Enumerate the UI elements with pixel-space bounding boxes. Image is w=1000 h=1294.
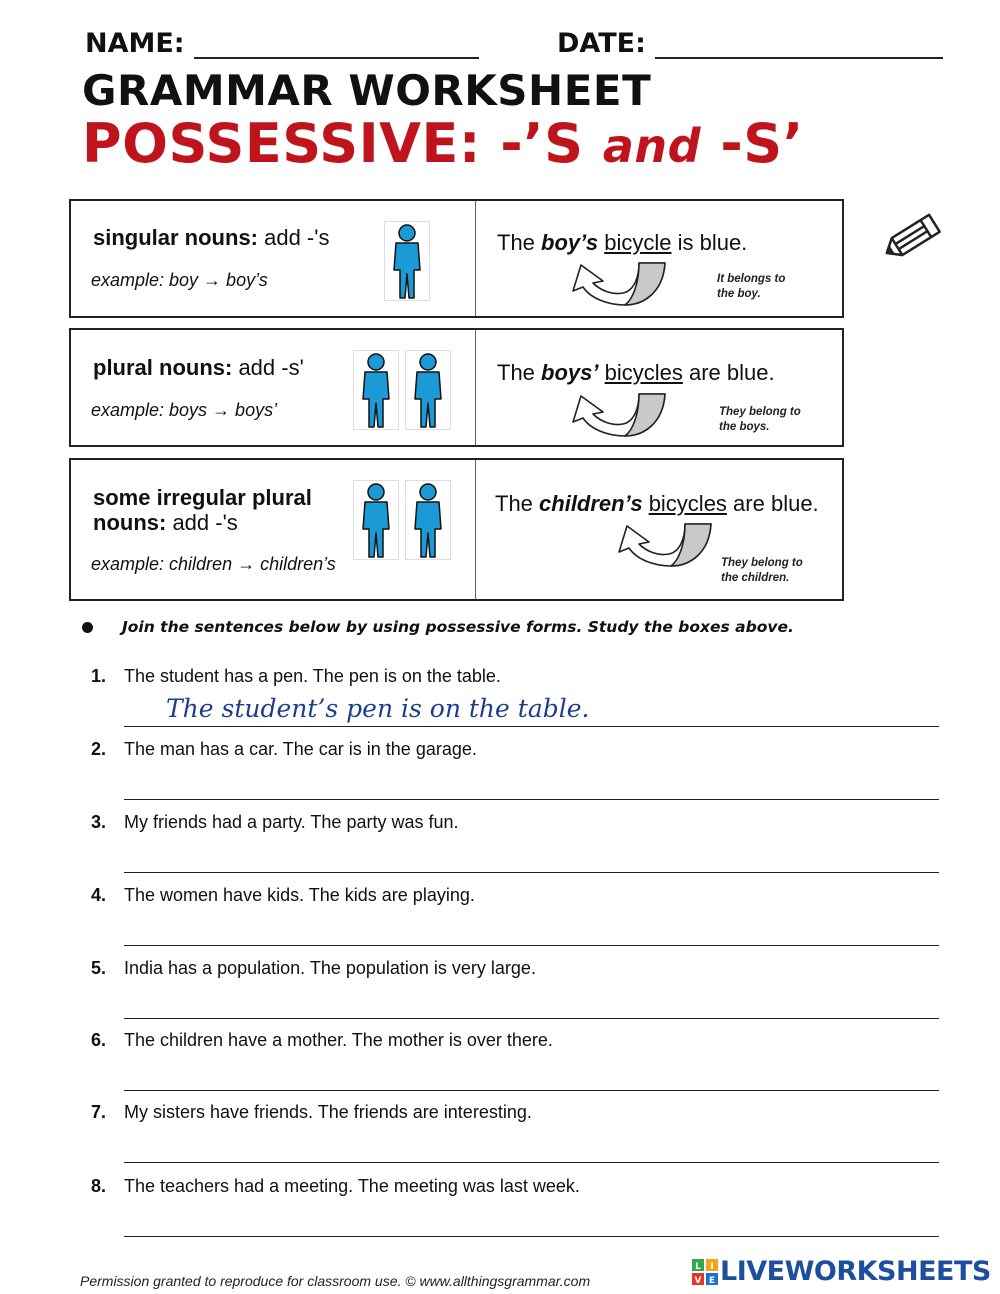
sentence-noun: bicycle: [604, 230, 672, 255]
date-blank[interactable]: [655, 31, 943, 59]
sentence-the: The: [495, 491, 540, 516]
rule-left-panel: [71, 201, 476, 316]
question-text: The teachers had a meeting. The meeting was last week.: [124, 1176, 580, 1196]
footer-permission: Permission granted to reproduce for classroom use. © www.allthingsgrammar.com: [80, 1273, 591, 1289]
belongs-note: [717, 272, 785, 302]
note-line1: It belongs to: [717, 273, 786, 285]
question-text: My friends had a party. The party was fun.: [124, 812, 459, 832]
name-blank[interactable]: [194, 31, 479, 59]
sentence-noun: bicycles: [604, 360, 683, 385]
answer-line[interactable]: [124, 1236, 939, 1237]
sentence-rest: is blue.: [671, 230, 748, 255]
note-line2: the children.: [721, 572, 790, 584]
rule-heading-rest: add -'s: [166, 510, 238, 535]
liveworksheets-logo[interactable]: [692, 1256, 991, 1287]
answer-line[interactable]: [124, 799, 939, 800]
answer-line[interactable]: [124, 1162, 939, 1163]
pencil-icon: [876, 206, 952, 266]
person-icon: [353, 350, 399, 430]
logo-letter: L: [695, 1261, 701, 1272]
note-line1: They belong to: [721, 557, 803, 569]
note-line2: the boy.: [717, 288, 761, 300]
rule-heading-rest: add -'s: [258, 225, 330, 250]
question-number: 6.: [91, 1030, 107, 1050]
rule-heading-bold: plural nouns:: [93, 355, 233, 380]
question-text: The children have a mother. The mother is over there.: [124, 1030, 553, 1050]
rule-heading-bold: some irregular plural nouns:: [93, 485, 312, 535]
person-icon: [384, 221, 430, 301]
answer-line[interactable]: [124, 945, 939, 946]
liveworksheets-brand-text: LIVEWORKSHEETS: [720, 1256, 991, 1287]
rule-heading: [93, 225, 329, 250]
curved-arrow-icon: [615, 520, 715, 570]
example-sentence: [495, 490, 825, 518]
sentence-noun: bicycles: [648, 491, 727, 516]
question-number: 3.: [91, 812, 107, 832]
sentence-the: The: [497, 230, 542, 255]
rule-example: example: children → children’s: [91, 554, 336, 574]
instruction-text: Join the sentences below by using possessive forms. Study the boxes above.: [122, 618, 794, 636]
logo-letter: E: [708, 1275, 716, 1285]
rule-heading-rest: add -s': [232, 355, 304, 380]
subtitle-part2: and: [602, 119, 702, 173]
name-field: [85, 28, 479, 59]
question-number: 4.: [91, 885, 107, 905]
example-sentence: [497, 229, 747, 257]
rule-heading: [93, 355, 304, 380]
rule-right-panel: [475, 201, 842, 316]
logo-letter: I: [710, 1261, 714, 1272]
rule-heading: [93, 485, 353, 535]
sentence-possessive: boy’s: [541, 230, 599, 255]
bullet-icon: [82, 622, 93, 633]
question-text: India has a population. The population is very large.: [124, 958, 536, 978]
answer-line[interactable]: [124, 1090, 939, 1091]
rule-left-panel: [71, 330, 476, 445]
rule-example: example: boy → boy’s: [91, 270, 268, 290]
rule-right-panel: [475, 460, 842, 599]
question-text: The man has a car. The car is in the garage.: [124, 739, 477, 759]
rule-box-singular: [69, 199, 844, 318]
page-subtitle: [82, 112, 804, 175]
note-line1: They belong to: [719, 406, 801, 418]
curved-arrow-icon: [569, 259, 669, 309]
note-line2: the boys.: [719, 421, 770, 433]
subtitle-part3: -S’: [701, 112, 804, 175]
question-number: 5.: [91, 958, 107, 978]
rule-box-plural: [69, 328, 844, 447]
answer-line[interactable]: [124, 872, 939, 873]
person-icon: [405, 480, 451, 560]
name-label: NAME:: [85, 28, 185, 59]
question-number: 7.: [91, 1102, 107, 1122]
liveworksheets-logo-icon: [692, 1259, 718, 1285]
logo-letter: V: [694, 1275, 702, 1285]
subtitle-part1: POSSESSIVE: -’S: [82, 112, 603, 175]
rule-left-panel: [71, 460, 476, 599]
example-sentence: [497, 359, 775, 387]
sentence-rest: are blue.: [682, 360, 775, 385]
question-text: The women have kids. The kids are playing.: [124, 885, 475, 905]
sentence-possessive: children’s: [539, 491, 643, 516]
question-number: 1.: [91, 666, 107, 686]
rule-box-irregular: [69, 458, 844, 601]
question-number: 8.: [91, 1176, 107, 1196]
belongs-note: [721, 556, 803, 586]
curved-arrow-icon: [569, 390, 669, 440]
answer-line[interactable]: [124, 726, 939, 727]
answer-line[interactable]: [124, 1018, 939, 1019]
person-icon: [353, 480, 399, 560]
question-text: My sisters have friends. The friends are interesting.: [124, 1102, 532, 1122]
answer-text: The student’s pen is on the table.: [166, 694, 590, 723]
belongs-note: [719, 405, 801, 435]
question-number: 2.: [91, 739, 107, 759]
rule-right-panel: [475, 330, 842, 445]
date-label: DATE:: [557, 28, 646, 59]
person-icon: [405, 350, 451, 430]
page-title: GRAMMAR WORKSHEET: [82, 66, 652, 115]
question-text: The student has a pen. The pen is on the table.: [124, 666, 501, 686]
sentence-the: The: [497, 360, 542, 385]
rule-heading-bold: singular nouns:: [93, 225, 258, 250]
sentence-rest: are blue.: [726, 491, 819, 516]
date-field: [557, 28, 943, 59]
rule-example: example: boys → boys’: [91, 400, 278, 420]
sentence-possessive: boys’: [541, 360, 599, 385]
